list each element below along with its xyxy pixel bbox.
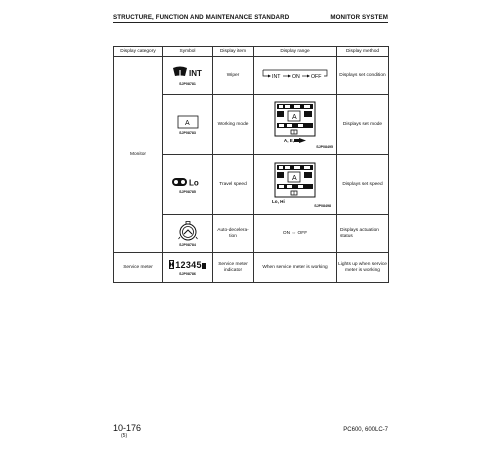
column-header: Display range xyxy=(254,47,337,57)
wiper-range-diagram xyxy=(260,67,330,83)
method-cell xyxy=(337,253,389,283)
part-number: SJP08785 xyxy=(179,189,196,194)
method-label-line2: meter is working xyxy=(345,267,380,273)
table-row xyxy=(114,57,389,95)
symbol-cell xyxy=(163,95,213,155)
monitor-screen-diagram xyxy=(273,101,317,137)
range-part-number: SJP08498 xyxy=(314,203,331,208)
column-header: Symbol xyxy=(163,47,213,57)
range-off-label: OFF xyxy=(311,73,322,80)
svg-text:Lo: Lo xyxy=(188,178,199,187)
method-label-line2: status xyxy=(340,233,353,239)
item-label: Working mode xyxy=(217,122,249,127)
svg-text:A: A xyxy=(184,119,190,127)
table-header-row xyxy=(114,47,389,57)
method-label-line1: Lights up when service xyxy=(338,261,387,267)
method-cell xyxy=(337,57,389,95)
range-cell xyxy=(254,95,337,155)
category-label: Service meter xyxy=(123,265,153,270)
range-on-label: ON xyxy=(292,73,300,80)
breaker-icon xyxy=(294,138,306,143)
part-number: SJP08784 xyxy=(179,242,196,247)
range-part-number: SJP08495 xyxy=(316,144,333,149)
range-label: ON ⇔ OFF xyxy=(282,231,308,236)
part-number: SJP08786 xyxy=(179,271,196,276)
method-label: Displays set speed xyxy=(342,182,383,187)
category-monitor-cell xyxy=(114,57,163,253)
range-cell xyxy=(254,155,337,215)
svg-text:INT: INT xyxy=(188,68,202,78)
svg-text:A: A xyxy=(292,174,297,182)
item-cell xyxy=(213,155,254,215)
column-header: Display method xyxy=(337,47,389,57)
range-label: Lo, Hi xyxy=(272,198,285,204)
column-header: Display item xyxy=(213,47,254,57)
range-cell xyxy=(254,253,337,283)
meter-unit-icon xyxy=(202,260,206,269)
symbol-cell xyxy=(163,57,213,95)
method-cell xyxy=(337,95,389,155)
category-label: Monitor xyxy=(130,152,146,157)
symbol-cell xyxy=(163,155,213,215)
service-meter-icon xyxy=(169,260,206,270)
part-number: SJP08781 xyxy=(179,81,196,86)
range-label: A, E, xyxy=(283,137,295,143)
monitor-display-table xyxy=(113,46,389,283)
column-header: Display category xyxy=(114,47,163,57)
item-label: Travel speed xyxy=(219,182,247,187)
item-label-line2: tion xyxy=(229,233,237,239)
range-int-label: INT xyxy=(272,73,281,80)
page-header-section: MONITOR SYSTEM xyxy=(330,14,388,21)
category-service-cell xyxy=(114,253,163,283)
table-row xyxy=(114,253,389,283)
working-mode-icon xyxy=(177,115,199,129)
method-label: Displays set condition xyxy=(339,73,386,78)
item-cell xyxy=(213,253,254,283)
wiper-int-icon xyxy=(171,66,205,80)
hourglass-icon xyxy=(169,260,174,269)
travel-speed-icon xyxy=(171,176,205,188)
method-cell xyxy=(337,155,389,215)
method-label-line1: Displays actuation xyxy=(340,227,379,233)
auto-decel-icon xyxy=(178,221,198,241)
range-cell xyxy=(254,215,337,253)
method-cell xyxy=(337,215,389,253)
header-rule xyxy=(113,22,388,23)
item-label: Wiper xyxy=(226,73,240,78)
method-label: Displays set mode xyxy=(342,122,383,127)
symbol-cell xyxy=(163,215,213,253)
page-header-title: STRUCTURE, FUNCTION AND MAINTENANCE STANDARD xyxy=(113,14,290,21)
item-cell xyxy=(213,215,254,253)
monitor-screen-diagram xyxy=(273,162,317,198)
range-label: When service meter is working xyxy=(262,265,328,270)
symbol-cell xyxy=(163,253,213,283)
meter-digits: 12345 xyxy=(175,259,202,270)
item-label-line1: Auto-decelera- xyxy=(217,227,249,233)
item-cell xyxy=(213,95,254,155)
page-number: 10-176 xyxy=(113,423,142,433)
part-number: SJP08783 xyxy=(179,130,196,135)
item-label-line1: Service meter xyxy=(218,261,248,267)
range-cell xyxy=(254,57,337,95)
item-label-line2: indicator xyxy=(223,267,243,273)
svg-text:A: A xyxy=(292,113,297,121)
model-name: PC600, 600LC-7 xyxy=(343,427,388,433)
page-revision: (5) xyxy=(121,433,128,439)
item-cell xyxy=(213,57,254,95)
